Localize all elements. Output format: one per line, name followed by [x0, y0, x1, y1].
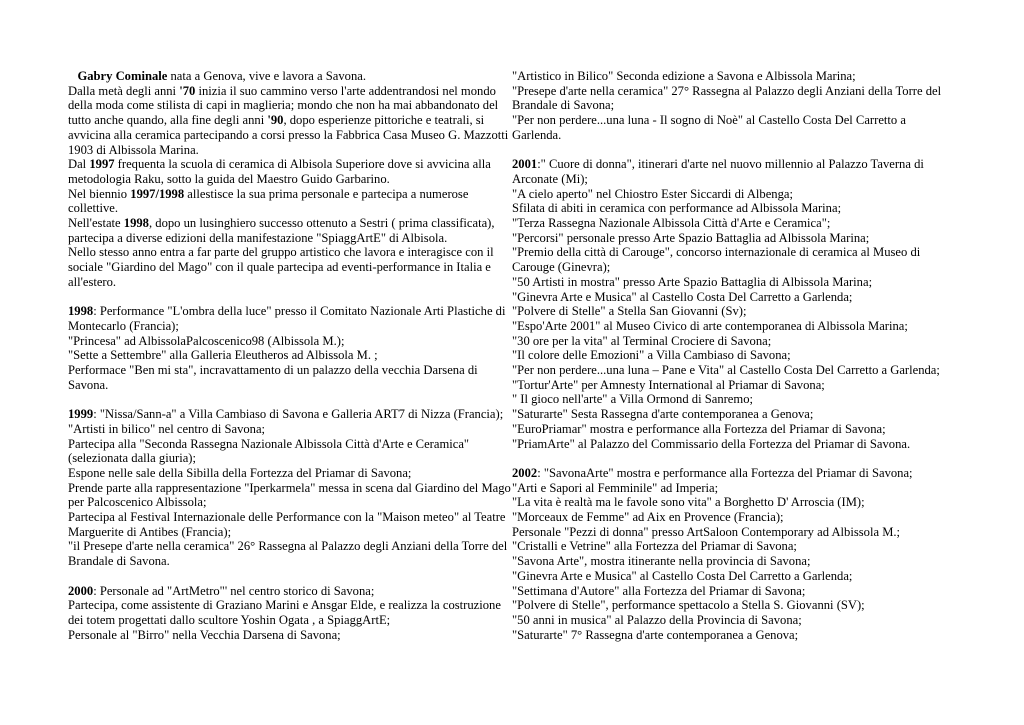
entry-line: [512, 539, 958, 554]
blank-line: [68, 290, 513, 305]
entry-line: [68, 510, 513, 539]
entry-text: "30 ore per la vita" al Terminal Crociere di Savona;: [512, 333, 772, 348]
entry-text: Partecipa al Festival Internazionale delle Performance con la "Maison meteo" al Teatre Marguerite di Antibes (Francia);: [68, 510, 506, 539]
bold-run: '90: [267, 113, 284, 128]
entry-line: [68, 481, 513, 510]
entry-text: : "Nissa/Sann-a" a Villa Cambiaso di Savona e Galleria ART7 di Nizza (Francia);: [93, 407, 504, 422]
entry-line: [68, 628, 513, 643]
entry-text: "50 Artisti in mostra" presso Arte Spazio Battaglia di Albissola Marina;: [512, 274, 873, 289]
blank-line: [68, 392, 513, 407]
entry-text: Performace "Ben mi sta", incravattamento di un palazzo della vecchia Darsena di Savona.: [68, 363, 478, 392]
year-entry: [68, 304, 513, 333]
entry-line: [512, 216, 958, 231]
text-run: Nello stesso anno entra a far parte del gruppo artistico che lavora e interagisce con il sociale "Giardino del Mago" con il quale partecipa ad eventi-performance in Italia e all'estero.: [68, 245, 494, 289]
blank-line: [512, 143, 958, 158]
entry-line: [512, 275, 958, 290]
entry-line: [512, 584, 958, 599]
entry-text: "Espo'Arte 2001" al Museo Civico di arte contemporanea di Albissola Marina;: [512, 318, 908, 333]
entry-line: [512, 510, 958, 525]
entry-text: "PriamArte" al Palazzo del Commissario della Fortezza del Priamar di Savona.: [512, 436, 911, 451]
entry-text: "Sette a Settembre" alla Galleria Eleutheros ad Albissola M. ;: [68, 348, 378, 363]
entry-text: Partecipa alla "Seconda Rassegna Nazionale Albissola Città d'Arte e Ceramica" (selezionata dalla giuria);: [68, 436, 470, 466]
entry-text: Prende parte alla rappresentazione "Iperkarmela" messa in scena dal Giardino del Mago per Palcoscenico Albissola;: [68, 480, 511, 510]
entry-text: Partecipa, come assistente di Graziano Marini e Ansgar Elde, e realizza la costruzione dei totem progettati dallo scultore Yoshin Ogata , a SpiaggArtE;: [68, 598, 501, 627]
entry-text: "Il colore delle Emozioni" a Villa Cambiaso di Savona;: [512, 348, 791, 363]
paragraph: [68, 216, 513, 245]
entry-text: Espone nelle sale della Sibilla della Fortezza del Priamar di Savona;: [68, 465, 412, 480]
intro-line: [68, 69, 513, 84]
entry-line: "Presepe d'arte nella ceramica" 27° Rassegna al Palazzo degli Anziani della Torre del Brandale di Savona;: [512, 83, 942, 113]
entry-line: [512, 231, 958, 246]
text-run: , dopo un lusinghiero successo ottenuto a Sestri ( prima classificata), partecipa a diverse edizioni della manifestazione "SpiaggArtE" di Albisola.: [68, 216, 495, 245]
entry-text: "Arti e Sapori al Femminile" ad Imperia;: [512, 480, 719, 495]
entry-line: "Per non perdere...una luna - Il sogno di Noè" al Castello Costa Del Carretto a Garlenda.: [512, 113, 906, 142]
entry-line: [512, 363, 958, 378]
entry-text: "Polvere di Stelle" a Stella San Giovanni (Sv);: [512, 304, 747, 319]
entry-text: "Ginevra Arte e Musica" al Castello Costa Del Carretto a Garlenda;: [512, 289, 853, 304]
entry-line: [512, 334, 958, 349]
entry-line: "Artistico in Bilico" Seconda edizione a Savona e Albissola Marina;: [512, 69, 856, 83]
entry-text: : Performance "L'ombra della luce" presso il Comitato Nazionale Arti Plastiche di Montecarlo (Francia);: [68, 304, 506, 333]
year-entry: [512, 157, 958, 186]
entry-text: "Saturarte" 7° Rassegna d'arte contemporanea a Genova;: [512, 627, 799, 642]
entry-line: [512, 187, 958, 202]
intro-text: nata a Genova, vive e lavora a Savona.: [167, 69, 366, 83]
entry-text: "Per non perdere...una luna – Pane e Vita" al Castello Costa Del Carretto a Garlenda;: [512, 363, 940, 378]
entry-line: [512, 407, 958, 422]
entry-text: "A cielo aperto" nel Chiostro Ester Siccardi di Albenga;: [512, 186, 793, 201]
paragraph: [68, 157, 513, 186]
entry-text: "Polvere di Stelle", performance spettacolo a Stella S. Giovanni (SV);: [512, 598, 865, 613]
text-run: inizia il suo cammino verso l'arte addentrandosi nel mondo della moda come stilista di capi in maglieria; mondo che non ha mai abbandonato del tutto anche quando, alla fine degli anni: [68, 83, 499, 128]
right-column: [512, 69, 958, 642]
entry-text: Personale "Pezzi di donna" presso ArtSaloon Contemporary ad Albissola M.;: [512, 524, 901, 539]
entry-text: "Savona Arte", mostra itinerante nella provincia di Savona;: [512, 554, 811, 569]
entry-line: [512, 319, 958, 334]
blank-line: [512, 451, 958, 466]
entry-text: "La vita è realtà ma le favole sono vita" a Borghetto D' Arroscia (IM);: [512, 495, 865, 510]
entry-line: [68, 539, 513, 568]
entry-line: [512, 378, 958, 393]
year-label: 1998: [68, 304, 94, 319]
entry-line: [68, 422, 513, 437]
paragraph: [68, 84, 513, 158]
entry-text: "Tortur'Arte" per Amnesty International al Priamar di Savona;: [512, 377, 825, 392]
entry-line: [512, 304, 958, 319]
entry-line: [68, 348, 513, 363]
text-run: Nel biennio: [68, 186, 131, 201]
entry-line: [512, 392, 958, 407]
entry-line: [68, 466, 513, 481]
entry-line: [512, 437, 958, 452]
entry-line: [68, 363, 513, 392]
entry-text: "EuroPriamar" mostra e performance alla Fortezza del Priamar di Savona;: [512, 421, 886, 436]
entry-text: "Saturarte" Sesta Rassegna d'arte contemporanea a Genova;: [512, 407, 814, 422]
entry-text: "Morceaux de Femme" ad Aix en Provence (Francia);: [512, 510, 784, 525]
paragraph: [68, 245, 513, 289]
paragraph: [68, 187, 513, 216]
entry-line: [512, 481, 958, 496]
entry-line: [68, 598, 513, 627]
year-label: 2000: [68, 583, 94, 598]
artist-name: Gabry Cominale: [77, 69, 168, 83]
entry-text: Personale al "Birro" nella Vecchia Darsena di Savona;: [68, 627, 341, 642]
entry-line: [512, 628, 958, 643]
bold-run: 1997: [89, 157, 115, 172]
entry-line: [512, 422, 958, 437]
text-run: Nell'estate: [68, 216, 124, 231]
entry-line: [512, 290, 958, 305]
entry-text: "Premio della città di Carouge", concorso internazionale di ceramica al Museo di Carouge (Ginevra);: [512, 245, 921, 275]
bold-run: 1998: [123, 216, 149, 231]
year-label: 2002: [512, 465, 538, 480]
text-run: frequenta la scuola di ceramica di Albisola Superiore dove si avvicina alla metodologia Raku, sotto la guida del Maestro Guido Garbarino.: [68, 157, 491, 186]
entry-text: " Il gioco nell'arte" a Villa Ormond di Sanremo;: [512, 392, 753, 407]
entry-line: [512, 245, 958, 274]
entry-line: [512, 201, 958, 216]
entry-text: "Percorsi" personale presso Arte Spazio Battaglia ad Albissola Marina;: [512, 230, 870, 245]
entry-text: :" Cuore di donna", itinerari d'arte nel nuovo millennio al Palazzo Taverna di Arconate (Mi);: [512, 157, 924, 186]
entry-line: [512, 554, 958, 569]
entry-line: [512, 525, 958, 540]
entry-line: [512, 569, 958, 584]
entry-text: "Artisti in bilico" nel centro di Savona;: [68, 421, 266, 436]
entry-text: "Ginevra Arte e Musica" al Castello Costa Del Carretto a Garlenda;: [512, 568, 853, 583]
entry-line: [512, 495, 958, 510]
entry-text: : Personale ad "ArtMetro"' nel centro storico di Savona;: [93, 583, 375, 598]
year-label: 1999: [68, 407, 94, 422]
bold-run: 1997/1998: [130, 186, 185, 201]
entry-text: "il Presepe d'arte nella ceramica" 26° Rassegna al Palazzo degli Anziani della Torre del Brandale di Savona.: [68, 539, 508, 569]
year-entry: [68, 407, 513, 422]
bold-run: '70: [179, 83, 196, 98]
entry-text: "Princesa" ad AlbissolaPalcoscenico98 (Albissola M.);: [68, 333, 345, 348]
entry-line: [512, 613, 958, 628]
year-entry: [68, 584, 513, 599]
year-entry: [512, 466, 958, 481]
entry-text: "Cristalli e Vetrine" alla Fortezza del Priamar di Savona;: [512, 539, 797, 554]
blank-line: [68, 569, 513, 584]
entry-text: Sfilata di abiti in ceramica con performance ad Albissola Marina;: [512, 201, 842, 216]
entry-text: "Settimana d'Autore" alla Fortezza del Priamar di Savona;: [512, 583, 806, 598]
text-run: allestisce la sua prima personale e partecipa a numerose collettive.: [68, 186, 469, 216]
text-run: , dopo esperienze pittoriche e teatrali, si avvicina alla ceramica partecipando a corsi presso la Fabbrica Casa Museo G. Mazzotti 1903 di Albissola Marina.: [68, 113, 509, 157]
left-column: [68, 69, 513, 642]
entry-line: [68, 334, 513, 349]
text-run: Dal: [68, 157, 90, 172]
entry-text: "50 anni in musica" al Palazzo della Provincia di Savona;: [512, 612, 802, 627]
entry-line: [68, 437, 513, 466]
entry-text: : "SavonaArte" mostra e performance alla Fortezza del Priamar di Savona;: [537, 465, 913, 480]
entry-line: [512, 348, 958, 363]
text-run: Dalla metà degli anni: [68, 83, 180, 98]
entry-text: "Terza Rassegna Nazionale Albissola Città d'Arte e Ceramica";: [512, 216, 831, 231]
year-label: 2001: [512, 157, 538, 172]
entry-line: [512, 598, 958, 613]
